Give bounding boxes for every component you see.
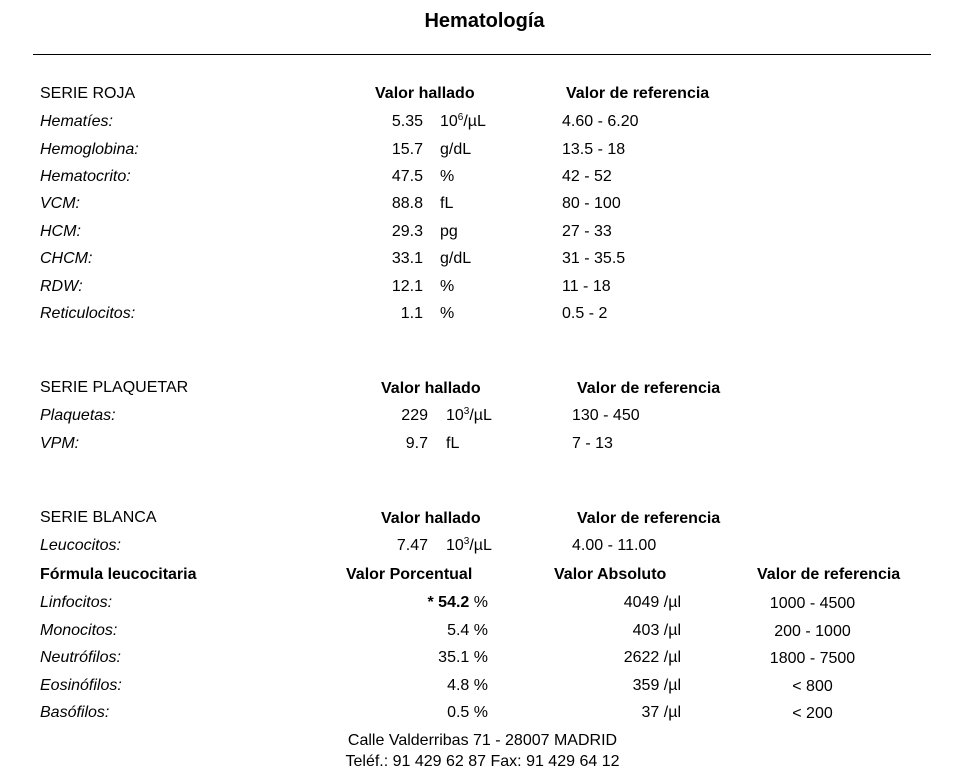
row-value: 229	[401, 407, 428, 424]
plaquetar-col-ref: Valor de referencia	[577, 380, 721, 397]
row-value: 1.1	[400, 305, 423, 322]
row-ref: 130 - 450	[572, 407, 640, 424]
row-abs: 4049 /µl	[623, 594, 681, 611]
abnormal-flag: *	[427, 594, 434, 611]
row-pct: 35.1 %	[438, 649, 488, 666]
row-value: 15.7	[391, 141, 423, 158]
formula-col-abs: Valor Absoluto	[554, 566, 667, 583]
row-ref: 4.60 - 6.20	[562, 113, 639, 130]
page-title: Hematología	[424, 10, 545, 32]
row-unit: %	[440, 168, 455, 185]
row-ref: 1800 - 7500	[769, 650, 856, 667]
row-ref: < 200	[792, 705, 833, 722]
row-label: Hemoglobina:	[40, 141, 139, 158]
row-value: 7.47	[396, 537, 428, 554]
row-pct: * 54.2 %	[427, 594, 488, 611]
row-unit: %	[440, 278, 455, 295]
row-label: VCM:	[40, 195, 80, 212]
row-value: 88.8	[391, 195, 423, 212]
row-ref: < 800	[792, 678, 833, 695]
row-unit: fL	[440, 195, 454, 212]
row-unit: $10^3/\mu L$	[446, 536, 492, 554]
row-value: 33.1	[391, 250, 423, 267]
footer-address: Calle Valderribas 71 - 28007 MADRID	[347, 732, 618, 749]
roja-col-valor: Valor hallado	[375, 85, 475, 102]
row-pct: 4.8 %	[447, 677, 488, 694]
row-label: Hematíes:	[40, 113, 113, 130]
footer-phone: Teléf.: 91 429 62 87 Fax: 91 429 64 12	[345, 753, 620, 770]
row-abs: 403 /µl	[632, 622, 681, 639]
row-ref: 80 - 100	[562, 195, 621, 212]
row-unit: fL	[446, 435, 460, 452]
row-ref: 200 - 1000	[774, 623, 851, 640]
row-label: RDW:	[40, 278, 83, 295]
row-label: VPM:	[40, 435, 80, 452]
row-label: Plaquetas:	[40, 407, 116, 424]
row-label: Linfocitos:	[40, 594, 113, 611]
row-ref: 13.5 - 18	[562, 141, 626, 158]
row-unit: %	[440, 305, 455, 322]
row-label: Reticulocitos:	[40, 305, 136, 322]
formula-col-pct: Valor Porcentual	[346, 566, 473, 583]
row-abs: 37 /µl	[641, 704, 681, 721]
row-unit: g/dL	[440, 141, 472, 158]
row-label: Leucocitos:	[40, 537, 121, 554]
row-value: 29.3	[391, 223, 423, 240]
title-divider	[33, 54, 931, 55]
row-abs: 2622 /µl	[623, 649, 681, 666]
row-pct: 0.5 %	[447, 704, 488, 721]
row-label: Monocitos:	[40, 622, 118, 639]
row-value: 9.7	[405, 435, 428, 452]
row-ref: 7 - 13	[572, 435, 613, 452]
blanca-col-ref: Valor de referencia	[577, 510, 721, 527]
row-label: Hematocrito:	[40, 168, 131, 185]
row-ref: 1000 - 4500	[769, 595, 856, 612]
row-pct: 5.4 %	[447, 622, 488, 639]
row-label: CHCM:	[40, 250, 93, 267]
row-value: 5.35	[391, 113, 423, 130]
serie-roja-header: SERIE ROJA	[40, 85, 136, 102]
row-ref: 4.00 - 11.00	[572, 537, 657, 554]
row-label: Basófilos:	[40, 704, 110, 721]
row-label: Neutrófilos:	[40, 649, 121, 666]
row-unit: $10^3/\mu L$	[446, 406, 492, 424]
row-ref: 0.5 - 2	[562, 305, 608, 322]
row-ref: 31 - 35.5	[562, 250, 626, 267]
plaquetar-col-valor: Valor hallado	[381, 380, 481, 397]
row-ref: 11 - 18	[562, 278, 611, 295]
serie-plaquetar-header: SERIE PLAQUETAR	[40, 379, 189, 396]
row-ref: 42 - 52	[562, 168, 612, 185]
row-label: HCM:	[40, 223, 81, 240]
row-value: 12.1	[391, 278, 423, 295]
row-abs: 359 /µl	[632, 677, 681, 694]
serie-blanca-header: SERIE BLANCA	[40, 509, 157, 526]
row-ref: 27 - 33	[562, 223, 612, 240]
row-unit: g/dL	[440, 250, 472, 267]
formula-col-ref: Valor de referencia	[757, 566, 901, 583]
row-unit: $10^6/\mu L$	[440, 112, 486, 130]
row-value: 47.5	[391, 168, 423, 185]
row-unit: pg	[440, 223, 458, 240]
row-label: Eosinófilos:	[40, 677, 122, 694]
blanca-col-valor: Valor hallado	[381, 510, 481, 527]
formula-header: Fórmula leucocitaria	[40, 566, 197, 583]
roja-col-ref: Valor de referencia	[566, 85, 710, 102]
